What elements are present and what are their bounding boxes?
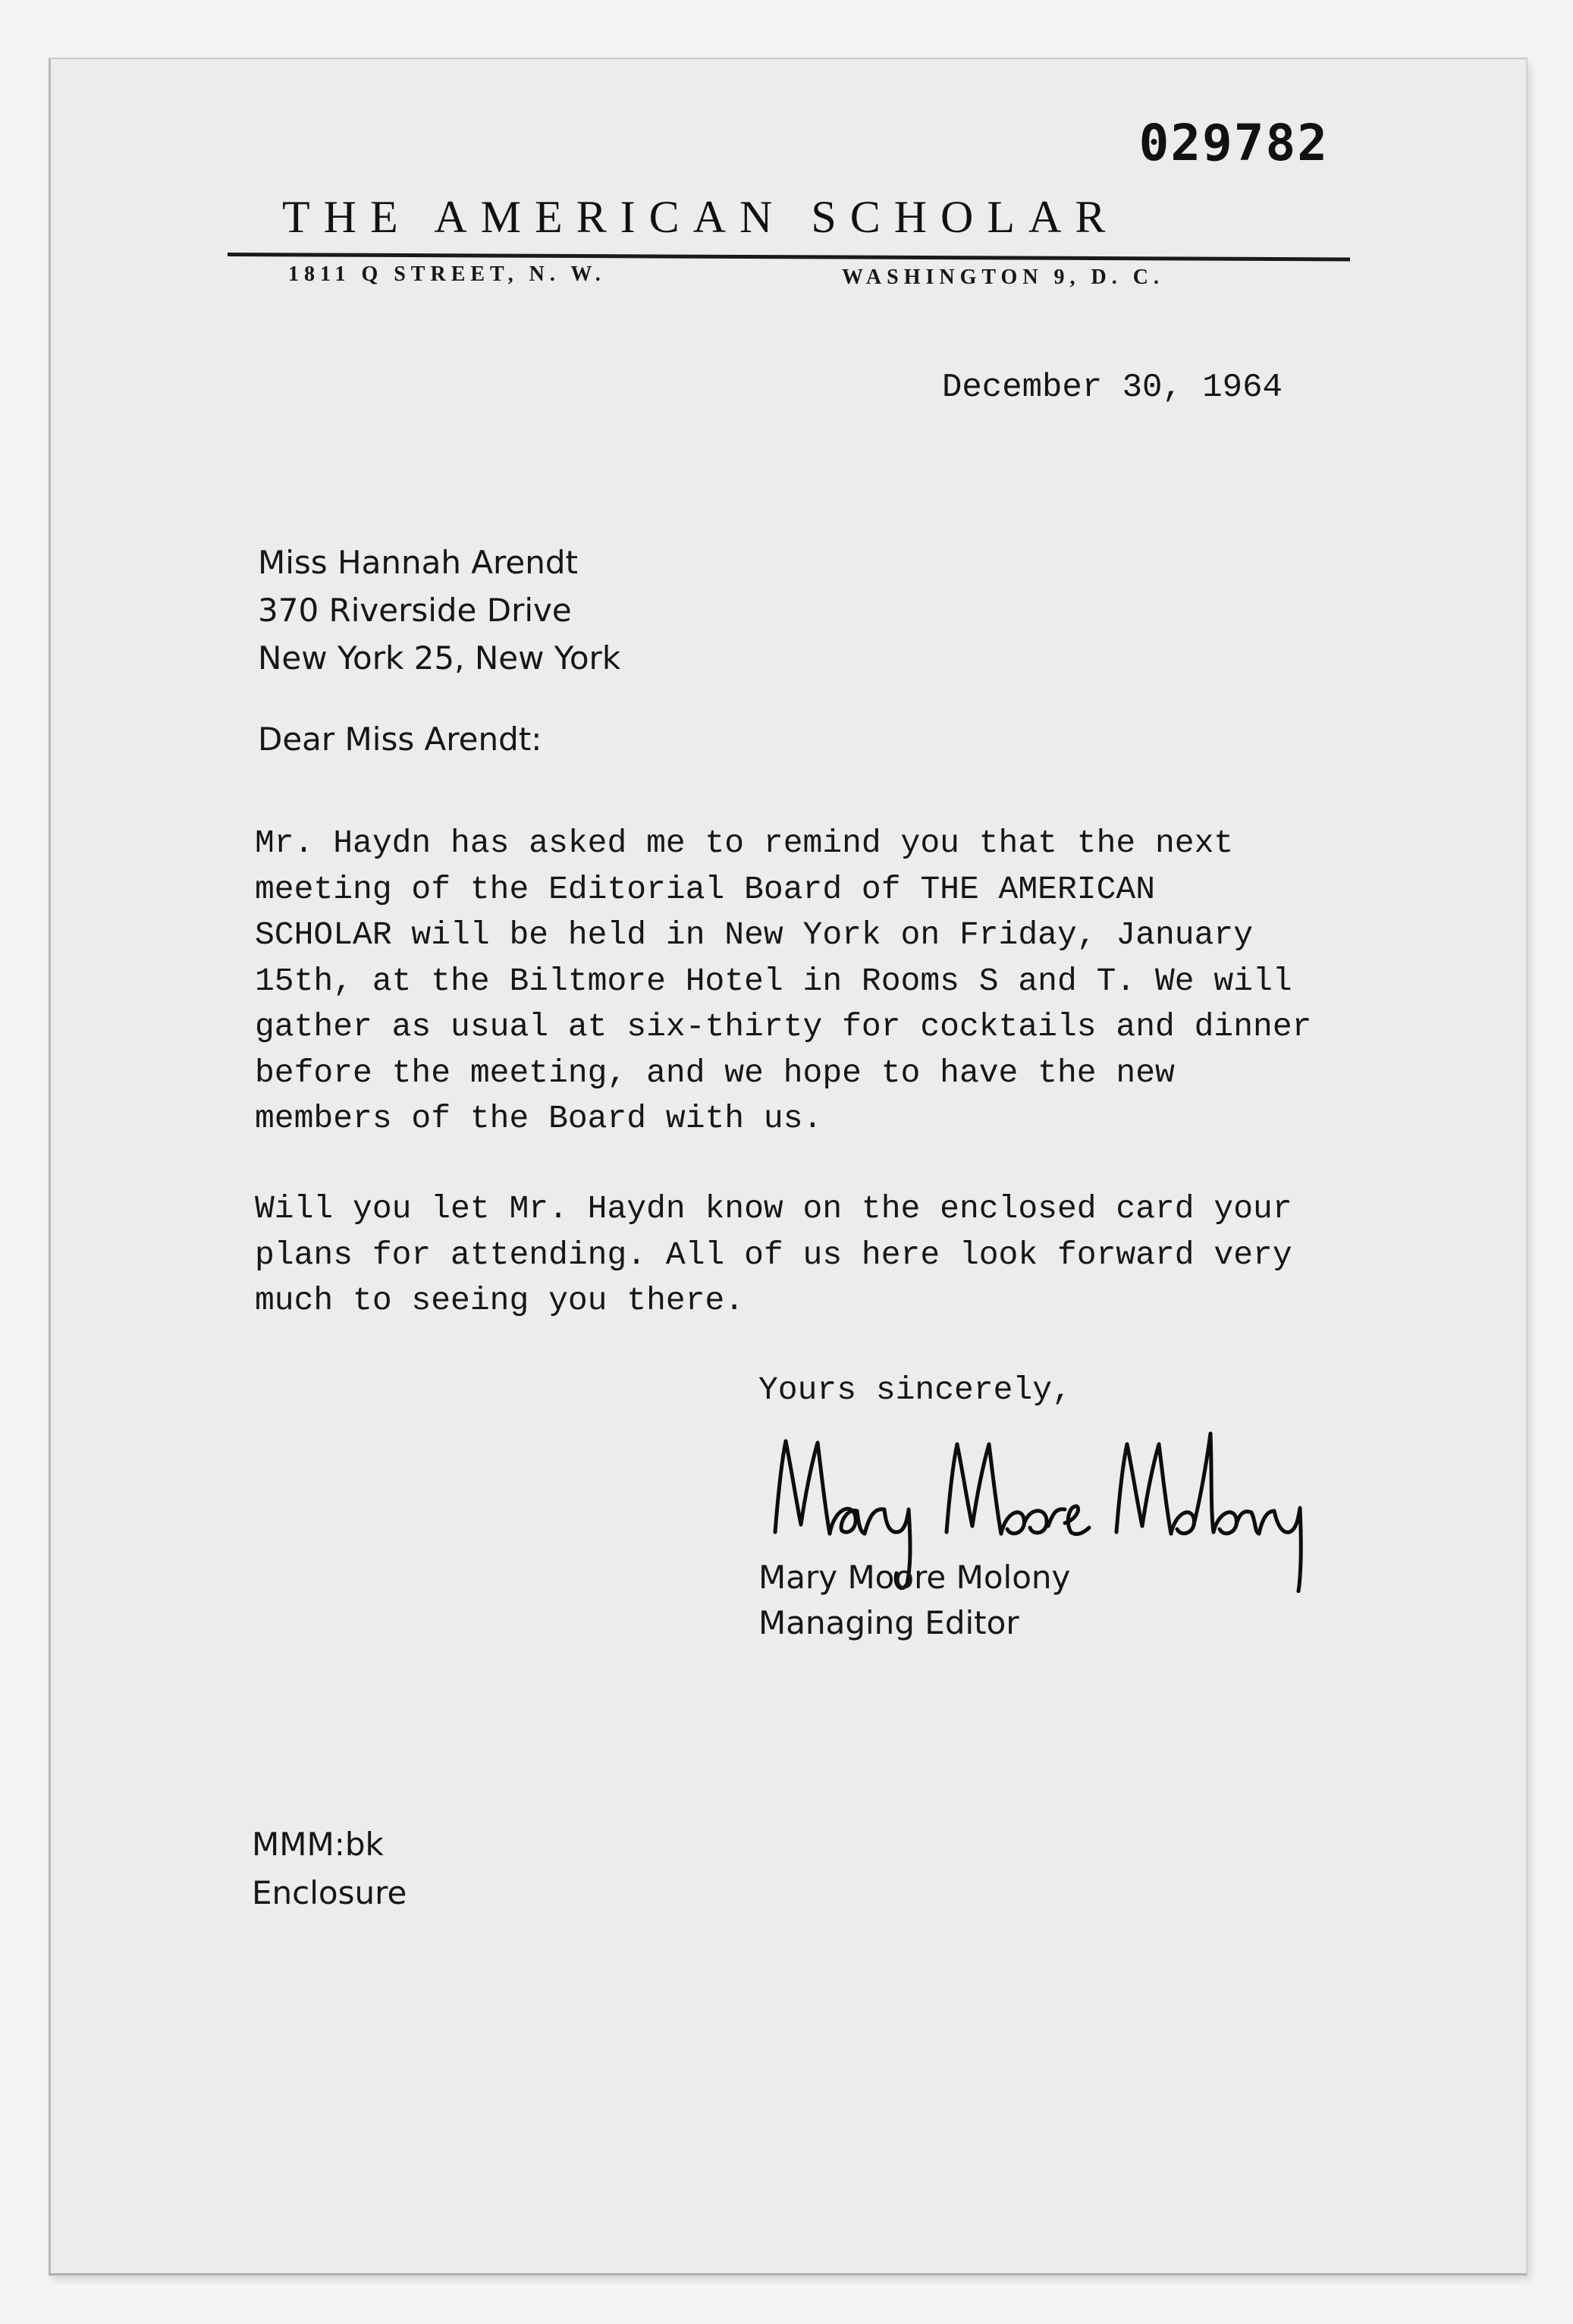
recipient-address [258, 539, 620, 682]
body-line: before the meeting, and we hope to have the new [255, 1054, 1175, 1091]
body-line: 15th, at the Biltmore Hotel in Rooms S and T. We will [255, 962, 1292, 1000]
reference-block [252, 1820, 407, 1917]
body-line: members of the Board with us. [255, 1100, 823, 1137]
body-line: plans for attending. All of us here look forward very [255, 1236, 1292, 1273]
signer-name: Mary Moore Molony [758, 1559, 1071, 1596]
letterhead-name: THE AMERICAN SCHOLAR [282, 192, 1119, 242]
body-line: Mr. Haydn has asked me to remind you that the next [255, 824, 1234, 862]
letter-date: December 30, 1964 [942, 369, 1283, 407]
body-paragraph-1 [255, 821, 1311, 1142]
recipient-city: New York 25, New York [258, 639, 621, 677]
body-paragraph-2 [255, 1186, 1292, 1324]
recipient-street: 370 Riverside Drive [258, 592, 572, 629]
body-line: meeting of the Editorial Board of THE AMERICAN [255, 870, 1155, 908]
signer-title: Managing Editor [758, 1604, 1019, 1641]
letterhead-city: WASHINGTON 9, D. C. [842, 265, 1164, 289]
letter-paper [49, 58, 1527, 2275]
reference-initials: MMM:bk [252, 1826, 384, 1863]
body-line: SCHOLAR will be held in New York on Friday, January [255, 916, 1254, 953]
enclosure-note: Enclosure [252, 1874, 407, 1911]
salutation: Dear Miss Arendt: [258, 721, 542, 758]
body-line: gather as usual at six-thirty for cocktails and dinner [255, 1008, 1312, 1045]
body-line: Will you let Mr. Haydn know on the enclosed card your [255, 1190, 1292, 1227]
recipient-name: Miss Hannah Arendt [258, 544, 578, 581]
letterhead-street: 1811 Q STREET, N. W. [288, 262, 606, 286]
body-line: much to seeing you there. [255, 1282, 745, 1319]
closing: Yours sincerely, [758, 1371, 1072, 1409]
signer-block [758, 1555, 1070, 1646]
document-number: 029782 [1138, 114, 1329, 172]
